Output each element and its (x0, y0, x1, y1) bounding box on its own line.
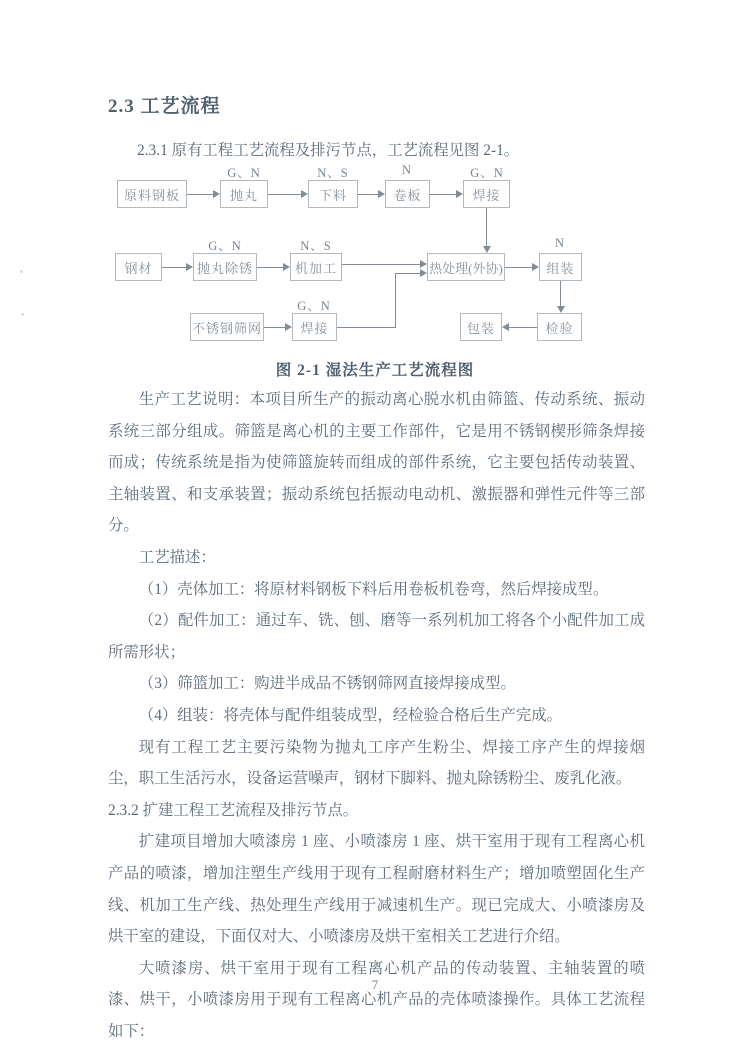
pollution-label: N (554, 236, 566, 250)
figure-caption: 图 2-1 湿法生产工艺流程图 (275, 362, 475, 379)
flow-box-steel: 钢材 (115, 253, 162, 281)
connector-line (187, 194, 213, 195)
connector-line (560, 281, 561, 306)
arrowhead-right (456, 190, 463, 198)
flow-box-plate-rolling: 卷板 (385, 180, 430, 208)
body-text (108, 384, 645, 1047)
paragraph-pollutants: 现有工程工艺主要污染物为抛丸工序产生粉尘、焊接工序产生的焊接烟尘，职工生活污水，设备运营噪声，钢材下脚料、抛丸除锈粉尘、废乳化液。 (108, 738, 645, 788)
paragraph-step-3: （3）筛篮加工：购进半成品不锈钢筛网直接焊接成型。 (138, 675, 516, 693)
subsection-heading: 2.3.1 原有工程工艺流程及排污节点，工艺流程见图 2-1。 (137, 142, 520, 159)
connector-line (505, 267, 532, 268)
paragraph-step-2: （2）配件加工：通过车、铣、刨、磨等一系列机加工将各个小配件加工成所需形状； (108, 612, 645, 661)
connector-line (509, 327, 537, 328)
arrowhead-right (420, 260, 427, 268)
connector-line (268, 194, 301, 195)
connector-line (257, 267, 283, 268)
connector-line (358, 194, 378, 195)
arrowhead-right (378, 190, 385, 198)
flow-box-packaging: 包装 (460, 313, 502, 341)
flow-box-cutting: 下料 (308, 180, 358, 208)
scan-speck (20, 270, 23, 273)
pollution-label: N (401, 163, 413, 177)
paragraph-process-description: 生产工艺说明：本项目所生产的振动离心脱水机由筛篮、传动系统、振动系统三部分组成。筛篮是离心机的主要工作部件，它是用不锈钢楔形筛条焊接而成；传统系统是指为使筛篮旋转而组成的部件系统，它主要包括传动装置、主轴装置、和支承装置；振动系统包括振动电动机、激振器和弹性元件等三部分。 (108, 391, 645, 535)
paragraph-section-2-3-2: 2.3.2 扩建工程工艺流程及排污节点。 (108, 801, 359, 819)
arrowhead-right (301, 190, 308, 198)
flow-box-assembly: 组装 (539, 253, 582, 281)
arrowhead-down (557, 306, 565, 313)
connector-line (162, 267, 186, 268)
paragraph-process-intro: 工艺描述： (138, 548, 216, 566)
arrowhead-right (283, 263, 290, 271)
paragraph-step-4: （4）组装：将壳体与配件组装成型，经检验合格后生产完成。 (138, 706, 563, 724)
connector-line (395, 273, 396, 328)
arrowhead-right (420, 269, 427, 277)
connector-line (486, 208, 487, 246)
arrowhead-down (483, 246, 491, 253)
flow-box-welding-2: 焊接 (292, 313, 337, 341)
connector-line (264, 327, 285, 328)
arrowhead-right (213, 190, 220, 198)
arrowhead-right (186, 263, 193, 271)
flow-box-stainless-mesh: 不锈钢筛网 (190, 313, 264, 341)
connector-line (395, 273, 420, 274)
flow-box-welding-1: 焊接 (463, 180, 510, 208)
pollution-label: N、S (300, 239, 332, 253)
connector-line (342, 264, 420, 265)
pollution-label: G、N (208, 239, 242, 253)
paragraph-paint-rooms: 大喷漆房、烘干室用于现有工程离心机产品的传动装置、主轴装置的喷漆、烘干，小喷漆房用于现有工程离心机产品的壳体喷漆操作。具体工艺流程如下： (108, 959, 645, 1040)
flow-box-heat-treatment: 热处理(外协) (427, 253, 505, 281)
pollution-label: N、S (317, 166, 349, 180)
arrowhead-left (502, 323, 509, 331)
pollution-label: G、N (470, 166, 504, 180)
arrowhead-right (532, 263, 539, 271)
paragraph-expansion: 扩建项目增加大喷漆房 1 座、小喷漆房 1 座、烘干室用于现有工程离心机产品的喷漆，增加注塑生产线用于现有工程耐磨材料生产；增加喷塑固化生产线、机加工生产线、热处理生产线用于减速机生产。现已完成大、小喷漆房及烘干室的建设，下面仅对大、小喷漆房及烘干室相关工艺进行介绍。 (108, 833, 645, 946)
flow-box-machining: 机加工 (290, 253, 342, 281)
scan-speck (21, 313, 24, 316)
flow-box-inspection: 检验 (537, 313, 582, 341)
page-number: 7 (371, 977, 379, 992)
paragraph-step-1: （1）壳体加工：将原材料钢板下料后用卷板机卷弯，然后焊接成型。 (138, 580, 609, 598)
flow-box-shot-blasting: 抛丸 (220, 180, 268, 208)
arrowhead-right (285, 323, 292, 331)
section-heading: 2.3 工艺流程 (108, 96, 221, 117)
pollution-label: G、N (227, 166, 261, 180)
pollution-label: G、N (297, 299, 331, 313)
flow-box-shot-blast-derusting: 抛丸除锈 (193, 253, 257, 281)
connector-line (430, 194, 456, 195)
flow-box-raw-steel-plate: 原料钢板 (117, 180, 187, 208)
connector-line (337, 327, 395, 328)
